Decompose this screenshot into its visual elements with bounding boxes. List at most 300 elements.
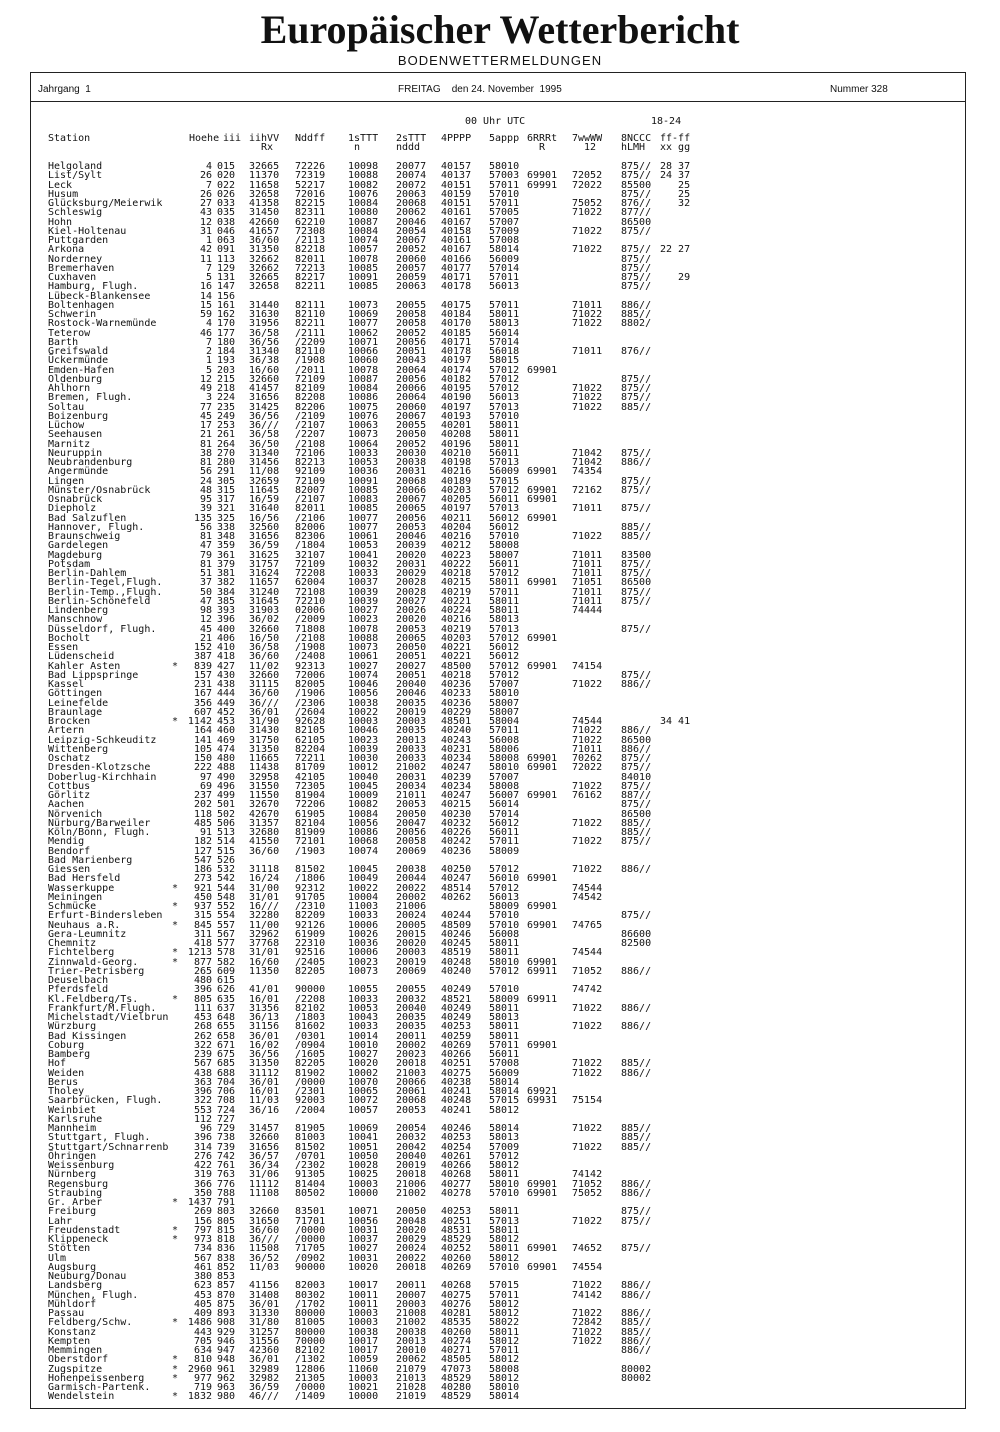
station-index: 567 bbox=[217, 928, 236, 940]
group-4pppp: 48531 bbox=[441, 1224, 472, 1236]
group-2sttt: 20068 bbox=[396, 198, 427, 209]
station-index: 469 bbox=[217, 734, 236, 746]
group-5appp: 58014 bbox=[489, 1076, 520, 1088]
group-5appp: 57013 bbox=[489, 1215, 520, 1227]
group-nddff: 82211 bbox=[295, 281, 326, 293]
group-4pppp: 40195 bbox=[441, 383, 472, 394]
station-name: Gardelegen bbox=[48, 540, 109, 552]
group-4pppp: 40226 bbox=[441, 827, 472, 838]
group-5appp: 57012 bbox=[489, 568, 520, 579]
station-index: 615 bbox=[217, 975, 236, 986]
group-4pppp: 40197 bbox=[441, 355, 472, 367]
group-2sttt: 21006 bbox=[396, 1178, 427, 1190]
group-5appp: 58012 bbox=[489, 1372, 520, 1384]
group-1sttt: 10073 bbox=[348, 965, 379, 977]
station-name: Öhringen bbox=[48, 1150, 97, 1162]
group-iihvv: 11350 bbox=[249, 965, 280, 977]
group-2sttt: 20064 bbox=[396, 364, 427, 376]
group-1sttt: 10085 bbox=[348, 503, 379, 515]
group-7wwww: 71022 bbox=[572, 244, 603, 256]
station-name: München, Flugh. bbox=[48, 1289, 139, 1301]
group-nddff: 81602 bbox=[295, 1021, 326, 1033]
group-1sttt: 10087 bbox=[348, 373, 379, 385]
group-1sttt: 10036 bbox=[348, 938, 379, 949]
station-height: 3 bbox=[205, 392, 212, 404]
group-nddff: 82311 bbox=[295, 207, 326, 219]
group-iihvv: 11/03 bbox=[249, 1095, 280, 1107]
group-2sttt: 20039 bbox=[396, 540, 427, 552]
group-2sttt: 20032 bbox=[396, 1132, 427, 1144]
group-4pppp: 40269 bbox=[441, 1261, 472, 1273]
group-nddff: 82102 bbox=[295, 1345, 326, 1356]
group-1sttt: 10020 bbox=[348, 1261, 379, 1273]
station-index: 453 bbox=[217, 716, 236, 727]
group-2sttt: 20065 bbox=[396, 503, 427, 515]
group-8nccc: 886// bbox=[621, 679, 652, 690]
station-index: 488 bbox=[217, 762, 236, 774]
station-name: Oberstdorf bbox=[48, 1354, 109, 1366]
group-nddff: /0000 bbox=[295, 1224, 326, 1236]
station-index: 038 bbox=[217, 216, 236, 228]
group-nddff: 72109 bbox=[295, 558, 326, 570]
group-2sttt: 20066 bbox=[396, 1076, 427, 1088]
group-6rrrt: 69901 bbox=[527, 762, 558, 774]
station-name: Mühldorf bbox=[48, 1298, 97, 1310]
group-6rrrt: 69901 bbox=[527, 1261, 558, 1273]
group-nddff: 72016 bbox=[295, 188, 326, 200]
group-nddff: 72206 bbox=[295, 799, 326, 811]
group-iihvv: 31656 bbox=[249, 1141, 280, 1153]
group-7wwww: 71022 bbox=[572, 1215, 603, 1227]
group-iihvv: 31340 bbox=[249, 447, 280, 459]
group-7wwww: 71022 bbox=[572, 1335, 603, 1347]
station-index: 147 bbox=[217, 281, 236, 293]
group-nddff: 82205 bbox=[295, 1058, 326, 1070]
group-iihvv: 11657 bbox=[249, 577, 280, 589]
group-iihvv: 32982 bbox=[249, 1372, 280, 1384]
mountain-marker: * bbox=[172, 1391, 179, 1403]
station-index: 635 bbox=[217, 993, 236, 1005]
station-height: 45 bbox=[199, 410, 212, 422]
group-1sttt: 10036 bbox=[348, 466, 379, 478]
station-name: Ückermünde bbox=[48, 355, 109, 367]
group-6rrrt: 69901 bbox=[527, 170, 558, 182]
station-index: 033 bbox=[217, 198, 236, 209]
group-4pppp: 48519 bbox=[441, 947, 472, 959]
group-5appp: 58014 bbox=[489, 1123, 520, 1134]
group-iihvv: 31408 bbox=[249, 1289, 280, 1301]
group-1sttt: 10039 bbox=[348, 595, 379, 607]
group-1sttt: 10003 bbox=[348, 1308, 379, 1319]
group-nddff: 82006 bbox=[295, 521, 326, 533]
group-7wwww: 71022 bbox=[572, 836, 603, 848]
station-index: 400 bbox=[217, 623, 236, 635]
group-2sttt: 20054 bbox=[396, 225, 427, 237]
mountain-marker: * bbox=[172, 947, 179, 959]
group-7wwww: 71022 bbox=[572, 1002, 603, 1014]
group-8nccc: 875// bbox=[621, 475, 652, 487]
station-name: Michelstadt/Vielbrun bbox=[48, 1012, 169, 1023]
group-4pppp: 40239 bbox=[441, 771, 472, 783]
group-iihvv: 36/56 bbox=[249, 410, 280, 422]
group-2sttt: 20026 bbox=[396, 605, 427, 616]
group-nddff: /1302 bbox=[295, 1354, 326, 1366]
group-ff: 32 bbox=[660, 198, 691, 209]
group-5appp: 57012 bbox=[489, 882, 520, 894]
group-2sttt: 20048 bbox=[396, 1215, 427, 1227]
station-name: Hohn bbox=[48, 216, 73, 228]
group-1sttt: 10012 bbox=[348, 762, 379, 774]
group-1sttt: 10055 bbox=[348, 984, 379, 996]
group-2sttt: 20038 bbox=[396, 864, 427, 875]
group-nddff: 91305 bbox=[295, 1169, 326, 1181]
group-7wwww: 74142 bbox=[572, 1169, 603, 1181]
station-height: 634 bbox=[193, 1345, 212, 1356]
station-index: 582 bbox=[217, 956, 236, 968]
report-subtitle: BODENWETTERMELDUNGEN bbox=[397, 53, 603, 68]
group-7wwww: 71022 bbox=[572, 318, 603, 330]
group-5appp: 57010 bbox=[489, 984, 520, 996]
group-8nccc: 875// bbox=[621, 762, 652, 774]
group-4pppp: 40203 bbox=[441, 632, 472, 644]
group-8nccc: 885// bbox=[621, 521, 652, 533]
group-5appp: 58006 bbox=[489, 743, 520, 755]
station-height: 12 bbox=[199, 216, 212, 228]
station-height: 1486 bbox=[187, 1317, 212, 1329]
station-height: 7 bbox=[205, 336, 212, 348]
station-name: Augsburg bbox=[48, 1261, 97, 1273]
group-4pppp: 40269 bbox=[441, 1039, 472, 1051]
station-index: 514 bbox=[217, 836, 236, 848]
station-height: 262 bbox=[193, 1030, 212, 1042]
group-nddff: 72211 bbox=[295, 753, 326, 764]
station-height: 48 bbox=[199, 484, 212, 496]
group-1sttt: 10080 bbox=[348, 207, 379, 219]
group-nddff: /2306 bbox=[295, 697, 326, 709]
group-5appp: 58011 bbox=[489, 1224, 520, 1236]
station-height: 567 bbox=[193, 1058, 212, 1070]
station-height: 69 bbox=[199, 780, 212, 792]
station-index: 382 bbox=[217, 577, 236, 589]
group-iihvv: 32958 bbox=[249, 771, 280, 783]
station-name: Dresden-Klotzsche bbox=[48, 762, 151, 774]
group-1sttt: 10039 bbox=[348, 586, 379, 598]
station-index: 261 bbox=[217, 429, 236, 441]
group-7wwww: 71011 bbox=[572, 568, 603, 579]
group-1sttt: 10009 bbox=[348, 790, 379, 801]
group-5appp: 57007 bbox=[489, 216, 520, 228]
group-2sttt: 20069 bbox=[396, 845, 427, 857]
group-5appp: 56013 bbox=[489, 392, 520, 404]
group-2sttt: 20066 bbox=[396, 383, 427, 394]
station-height: 96 bbox=[199, 1123, 212, 1134]
group-1sttt: 10071 bbox=[348, 336, 379, 348]
station-height: 16 bbox=[199, 281, 212, 293]
station-name: Diepholz bbox=[48, 503, 97, 515]
group-8nccc: 875// bbox=[621, 503, 652, 515]
group-5appp: 58004 bbox=[489, 716, 520, 727]
group-nddff: 81003 bbox=[295, 1132, 326, 1144]
group-2sttt: 20050 bbox=[396, 429, 427, 441]
group-8nccc: 875// bbox=[621, 253, 652, 265]
group-8nccc: 875// bbox=[621, 262, 652, 274]
group-2sttt: 20027 bbox=[396, 595, 427, 607]
group-4pppp: 40219 bbox=[441, 586, 472, 598]
group-iihvv: 11665 bbox=[249, 753, 280, 764]
station-height: 37 bbox=[199, 577, 212, 589]
station-height: 547 bbox=[193, 854, 212, 866]
group-1sttt: 10086 bbox=[348, 827, 379, 838]
group-1sttt: 10085 bbox=[348, 281, 379, 293]
group-2sttt: 20003 bbox=[396, 947, 427, 959]
group-4pppp: 40218 bbox=[441, 568, 472, 579]
group-5appp: 56013 bbox=[489, 891, 520, 903]
group-1sttt: 10068 bbox=[348, 836, 379, 848]
station-name: Angermünde bbox=[48, 466, 109, 478]
group-nddff: 72308 bbox=[295, 225, 326, 237]
group-4pppp: 40177 bbox=[441, 262, 472, 274]
station-name: Weinbiet bbox=[48, 1104, 97, 1116]
group-iihvv: 31115 bbox=[249, 679, 280, 690]
group-4pppp: 40240 bbox=[441, 965, 472, 977]
station-name: Klippeneck bbox=[48, 1234, 109, 1245]
group-8nccc: 86500 bbox=[621, 734, 652, 746]
group-2sttt: 20035 bbox=[396, 697, 427, 709]
station-height: 49 bbox=[199, 383, 212, 394]
station-name: Weissenburg bbox=[48, 1160, 115, 1171]
group-7wwww: 74354 bbox=[572, 466, 603, 478]
group-4pppp: 48501 bbox=[441, 716, 472, 727]
group-8nccc: 885// bbox=[621, 1132, 652, 1144]
group-4pppp: 40224 bbox=[441, 605, 472, 616]
station-index: 317 bbox=[217, 494, 236, 505]
group-5appp: 58008 bbox=[489, 1363, 520, 1375]
group-6rrrt: 69901 bbox=[527, 577, 558, 589]
col-iii: iii bbox=[223, 133, 242, 144]
group-4pppp: 40251 bbox=[441, 1215, 472, 1227]
station-index: 609 bbox=[217, 965, 236, 977]
group-7wwww: 75052 bbox=[572, 198, 603, 209]
station-height: 157 bbox=[193, 669, 212, 681]
group-7wwww: 75154 bbox=[572, 1095, 603, 1107]
group-nddff: 72208 bbox=[295, 568, 326, 579]
station-height: 237 bbox=[193, 790, 212, 801]
station-name: Bendorf bbox=[48, 845, 91, 857]
group-8nccc: 875// bbox=[621, 272, 652, 283]
group-8nccc: 885// bbox=[621, 401, 652, 413]
group-4pppp: 40204 bbox=[441, 521, 472, 533]
group-1sttt: 10078 bbox=[348, 623, 379, 635]
station-height: 24 bbox=[199, 475, 212, 487]
group-8nccc: 875// bbox=[621, 586, 652, 598]
group-4pppp: 48521 bbox=[441, 993, 472, 1005]
group-7wwww: 72842 bbox=[572, 1317, 603, 1329]
group-nddff: 81909 bbox=[295, 827, 326, 838]
station-height: 56 bbox=[199, 466, 212, 478]
group-5appp: 57014 bbox=[489, 336, 520, 348]
station-name: Barth bbox=[48, 336, 79, 348]
group-2sttt: 20035 bbox=[396, 1012, 427, 1023]
group-7wwww: 76162 bbox=[572, 790, 603, 801]
group-iihvv: 32660 bbox=[249, 623, 280, 635]
group-4pppp: 40278 bbox=[441, 1187, 472, 1199]
group-1sttt: 10006 bbox=[348, 947, 379, 959]
group-iihvv: 42660 bbox=[249, 216, 280, 228]
group-2sttt: 20053 bbox=[396, 521, 427, 533]
station-height: 7 bbox=[205, 179, 212, 191]
group-7wwww: 70262 bbox=[572, 753, 603, 764]
group-2sttt: 20046 bbox=[396, 688, 427, 700]
group-1sttt: 10084 bbox=[348, 383, 379, 394]
group-1sttt: 10002 bbox=[348, 1067, 379, 1079]
station-height: 607 bbox=[193, 706, 212, 718]
station-index: 648 bbox=[217, 1012, 236, 1023]
station-height: 222 bbox=[193, 762, 212, 774]
station-index: 480 bbox=[217, 753, 236, 764]
group-2sttt: 20019 bbox=[396, 706, 427, 718]
station-name: Cuxhaven bbox=[48, 272, 97, 283]
station-height: 2 bbox=[205, 346, 212, 357]
col-ff: ff-ff bbox=[660, 133, 691, 144]
station-height: 164 bbox=[193, 725, 212, 737]
group-4pppp: 40167 bbox=[441, 244, 472, 256]
station-name: Zugspitze bbox=[48, 1363, 103, 1375]
group-5appp: 57011 bbox=[489, 725, 520, 737]
group-1sttt: 10033 bbox=[348, 568, 379, 579]
group-2sttt: 20019 bbox=[396, 1160, 427, 1171]
group-7wwww: 71022 bbox=[572, 817, 603, 829]
group-2sttt: 20031 bbox=[396, 558, 427, 570]
group-4pppp: 40240 bbox=[441, 725, 472, 737]
station-index: 963 bbox=[217, 1382, 236, 1393]
station-name: Husum bbox=[48, 188, 79, 200]
station-index: 577 bbox=[217, 938, 236, 949]
group-2sttt: 20046 bbox=[396, 216, 427, 228]
group-5appp: 57015 bbox=[489, 475, 520, 487]
station-height: 350 bbox=[193, 1187, 212, 1199]
station-name: Bad Marienberg bbox=[48, 854, 133, 866]
station-index: 875 bbox=[217, 1298, 236, 1310]
group-7wwww: 71042 bbox=[572, 457, 603, 468]
station-height: 42 bbox=[199, 244, 212, 256]
group-7wwww: 74652 bbox=[572, 1243, 603, 1255]
group-2sttt: 20056 bbox=[396, 512, 427, 524]
group-nddff: 82204 bbox=[295, 743, 326, 755]
group-nddff: 82005 bbox=[295, 679, 326, 690]
group-2sttt: 20067 bbox=[396, 494, 427, 505]
group-5appp: 56014 bbox=[489, 327, 520, 339]
group-iihvv: 31/06 bbox=[249, 1169, 280, 1181]
station-index: 022 bbox=[217, 179, 236, 191]
group-iihvv: 36/// bbox=[249, 420, 280, 431]
station-height: 418 bbox=[193, 938, 212, 949]
group-iihvv: 32962 bbox=[249, 928, 280, 940]
group-5appp: 57011 bbox=[489, 299, 520, 311]
group-1sttt: 10040 bbox=[348, 771, 379, 783]
group-nddff: /2108 bbox=[295, 632, 326, 644]
mountain-marker: * bbox=[172, 901, 179, 912]
group-4pppp: 40232 bbox=[441, 817, 472, 829]
station-height: 31 bbox=[199, 225, 212, 237]
station-name: Emden-Hafen bbox=[48, 364, 115, 376]
group-iihvv: 32658 bbox=[249, 188, 280, 200]
group-5appp: 57011 bbox=[489, 836, 520, 848]
group-2sttt: 20067 bbox=[396, 410, 427, 422]
station-index: 815 bbox=[217, 1224, 236, 1236]
group-nddff: /1605 bbox=[295, 1049, 326, 1060]
group-2sttt: 20046 bbox=[396, 531, 427, 542]
group-4pppp: 40203 bbox=[441, 484, 472, 496]
group-iihvv: 36/52 bbox=[249, 1252, 280, 1264]
group-1sttt: 11003 bbox=[348, 901, 379, 912]
station-name: Gr. Arber bbox=[48, 1197, 103, 1208]
station-index: 427 bbox=[217, 660, 236, 672]
group-5appp: 57012 bbox=[489, 632, 520, 644]
group-7wwww: 71022 bbox=[572, 780, 603, 792]
group-iihvv: 36/01 bbox=[249, 1030, 280, 1042]
station-height: 356 bbox=[193, 697, 212, 709]
group-2sttt: 20052 bbox=[396, 438, 427, 450]
group-5appp: 57012 bbox=[489, 660, 520, 672]
group-4pppp: 40218 bbox=[441, 669, 472, 681]
group-nddff: /2107 bbox=[295, 420, 326, 431]
station-height: 45 bbox=[199, 623, 212, 635]
group-2sttt: 20066 bbox=[396, 484, 427, 496]
station-index: 708 bbox=[217, 1095, 236, 1107]
group-1sttt: 10041 bbox=[348, 1132, 379, 1144]
group-2sttt: 20062 bbox=[396, 1354, 427, 1366]
group-4pppp: 40178 bbox=[441, 346, 472, 357]
station-name: Kahler Asten bbox=[48, 660, 121, 672]
group-nddff: /2113 bbox=[295, 235, 326, 246]
group-1sttt: 10027 bbox=[348, 605, 379, 616]
group-1sttt: 10028 bbox=[348, 1160, 379, 1171]
group-5appp: 58011 bbox=[489, 938, 520, 949]
group-1sttt: 10066 bbox=[348, 346, 379, 357]
station-name: Schmücke bbox=[48, 901, 97, 912]
station-name: Regensburg bbox=[48, 1178, 109, 1190]
mountain-marker: * bbox=[172, 1317, 179, 1329]
station-name: Teterow bbox=[48, 327, 91, 339]
group-7wwww: 74542 bbox=[572, 891, 603, 903]
group-2sttt: 20072 bbox=[396, 179, 427, 191]
group-1sttt: 10056 bbox=[348, 688, 379, 700]
group-iihvv: 36/60 bbox=[249, 651, 280, 663]
station-height: 38 bbox=[199, 447, 212, 459]
station-height: 4 bbox=[205, 318, 212, 330]
station-height: 1142 bbox=[187, 716, 212, 727]
station-name: Boizenburg bbox=[48, 410, 109, 422]
station-height: 845 bbox=[193, 919, 212, 931]
station-height: 79 bbox=[199, 549, 212, 561]
group-iihvv: 41156 bbox=[249, 1280, 280, 1292]
station-height: 4 bbox=[205, 161, 212, 172]
station-index: 729 bbox=[217, 1123, 236, 1134]
group-nddff: /2207 bbox=[295, 429, 326, 441]
group-8nccc: 875// bbox=[621, 910, 652, 922]
station-index: 852 bbox=[217, 1261, 236, 1273]
group-7wwww: 71022 bbox=[572, 725, 603, 737]
group-nddff: 90000 bbox=[295, 1261, 326, 1273]
station-index: 180 bbox=[217, 336, 236, 348]
station-height: 81 bbox=[199, 438, 212, 450]
group-4pppp: 40151 bbox=[441, 179, 472, 191]
group-5appp: 57014 bbox=[489, 262, 520, 274]
station-height: 59 bbox=[199, 309, 212, 320]
group-2sttt: 21028 bbox=[396, 1382, 427, 1393]
group-iihvv: 36/60 bbox=[249, 688, 280, 700]
group-6rrrt: 69901 bbox=[527, 1178, 558, 1190]
